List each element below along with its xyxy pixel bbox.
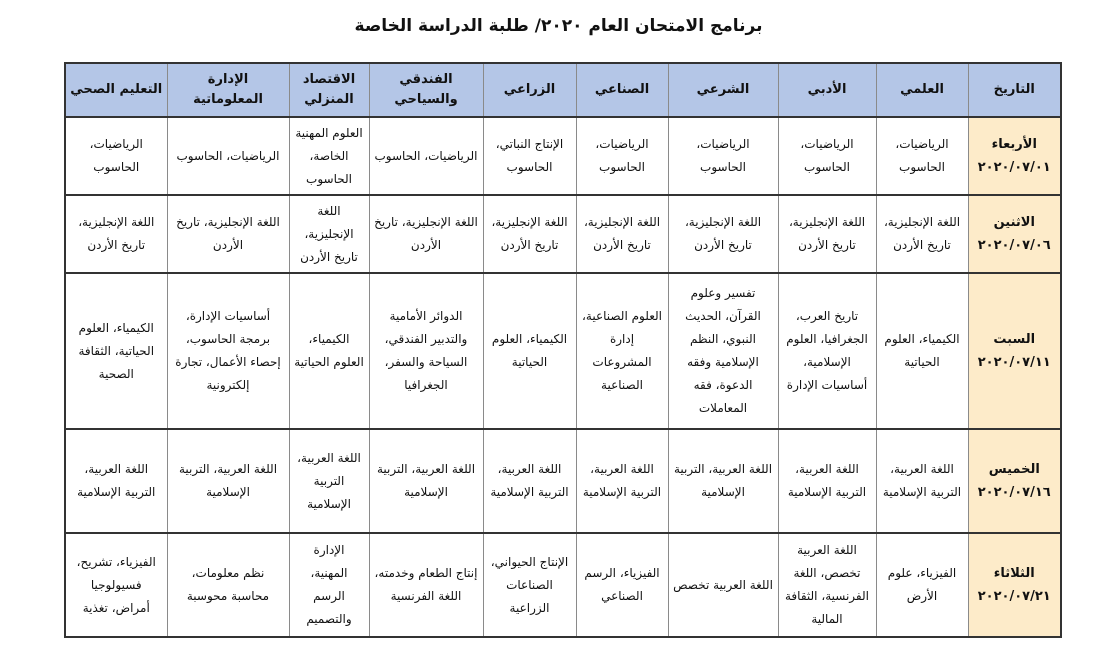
- subject-cell: الفيزياء، الرسم الصناعي: [576, 533, 668, 637]
- subject-cell: اللغة العربية، التربية الإسلامية: [668, 429, 778, 533]
- subject-cell: اللغة العربية، التربية الإسلامية: [576, 429, 668, 533]
- date-cell: [968, 429, 1061, 533]
- subject-cell: الإنتاج النباتي، الحاسوب: [483, 117, 576, 195]
- day-name: الأربعاء: [991, 137, 1037, 152]
- subject-cell: إنتاج الطعام وخدمته، اللغة الفرنسية: [369, 533, 483, 637]
- header-industrial: الصناعي: [576, 63, 668, 117]
- subject-cell: الكيمياء، العلوم الحياتية، الثقافة الصحية: [65, 273, 167, 429]
- subject-cell: تاريخ العرب، الجغرافيا، العلوم الإسلامية، أساسيات الإدارة: [778, 273, 876, 429]
- table-row: [65, 429, 1061, 533]
- table-row: [65, 195, 1061, 273]
- day-name: الثلاثاء: [993, 566, 1035, 581]
- header-scientific: العلمي: [876, 63, 968, 117]
- subject-cell: اللغة الإنجليزية، تاريخ الأردن: [778, 195, 876, 273]
- subject-cell: الرياضيات، الحاسوب: [576, 117, 668, 195]
- subject-cell: اللغة الإنجليزية، تاريخ الأردن: [369, 195, 483, 273]
- subject-cell: اللغة العربية تخصص: [668, 533, 778, 637]
- subject-cell: اللغة العربية، التربية الإسلامية: [876, 429, 968, 533]
- header-agricultural: الزراعي: [483, 63, 576, 117]
- header-row: [65, 63, 1061, 117]
- exam-date: ٢٠٢٠/٠٧/٢١: [977, 589, 1051, 604]
- subject-cell: اللغة العربية، التربية الإسلامية: [65, 429, 167, 533]
- subject-cell: تفسير وعلوم القرآن، الحديث النبوي، النظم الإسلامية وفقه الدعوة، فقه المعاملات: [668, 273, 778, 429]
- subject-cell: الكيمياء، العلوم الحياتية: [289, 273, 369, 429]
- subject-cell: الفيزياء، تشريح، فسيولوجيا أمراض، تغذية: [65, 533, 167, 637]
- subject-cell: الرياضيات، الحاسوب: [369, 117, 483, 195]
- subject-cell: اللغة العربية، التربية الإسلامية: [289, 429, 369, 533]
- subject-cell: الكيمياء، العلوم الحياتية: [876, 273, 968, 429]
- subject-cell: العلوم المهنية الخاصة، الحاسوب: [289, 117, 369, 195]
- day-name: الخميس: [988, 462, 1040, 477]
- header-sharia: الشرعي: [668, 63, 778, 117]
- subject-cell: الدوائر الأمامية والتدبير الفندقي، السياحة والسفر، الجغرافيا: [369, 273, 483, 429]
- subject-cell: اللغة الإنجليزية، تاريخ الأردن: [483, 195, 576, 273]
- subject-cell: اللغة الإنجليزية، تاريخ الأردن: [289, 195, 369, 273]
- subject-cell: الإنتاج الحيواني، الصناعات الزراعية: [483, 533, 576, 637]
- subject-cell: اللغة الإنجليزية، تاريخ الأردن: [668, 195, 778, 273]
- exam-date: ٢٠٢٠/٠٧/٠١: [977, 160, 1051, 175]
- date-cell: [968, 117, 1061, 195]
- subject-cell: العلوم الصناعية، إدارة المشروعات الصناعية: [576, 273, 668, 429]
- subject-cell: اللغة العربية، التربية الإسلامية: [778, 429, 876, 533]
- header-health-education: التعليم الصحي: [65, 63, 167, 117]
- subject-cell: أساسيات الإدارة، برمجة الحاسوب، إحصاء الأعمال، تجارة إلكترونية: [167, 273, 289, 429]
- day-name: السبت: [993, 332, 1036, 347]
- table-row: [65, 533, 1061, 637]
- header-home-economics: الاقتصاد المنزلي: [289, 63, 369, 117]
- subject-cell: الرياضيات، الحاسوب: [668, 117, 778, 195]
- header-literary: الأدبي: [778, 63, 876, 117]
- subject-cell: اللغة الإنجليزية، تاريخ الأردن: [167, 195, 289, 273]
- subject-cell: اللغة العربية، التربية الإسلامية: [167, 429, 289, 533]
- subject-cell: اللغة العربية، التربية الإسلامية: [483, 429, 576, 533]
- table-row: [65, 273, 1061, 429]
- subject-cell: الفيزياء، علوم الأرض: [876, 533, 968, 637]
- header-date: التاريخ: [968, 63, 1061, 117]
- exam-date: ٢٠٢٠/٠٧/٠٦: [977, 238, 1051, 253]
- exam-date: ٢٠٢٠/٠٧/١١: [977, 355, 1051, 370]
- day-name: الاثنين: [993, 215, 1035, 230]
- header-hotel-tourism: الفندقي والسياحي: [369, 63, 483, 117]
- exam-schedule-table: [64, 62, 1062, 638]
- date-cell: [968, 195, 1061, 273]
- subject-cell: الرياضيات، الحاسوب: [65, 117, 167, 195]
- date-cell: [968, 273, 1061, 429]
- header-information-management: الإدارة المعلوماتية: [167, 63, 289, 117]
- subject-cell: اللغة الإنجليزية، تاريخ الأردن: [876, 195, 968, 273]
- subject-cell: الرياضيات، الحاسوب: [167, 117, 289, 195]
- subject-cell: الكيمياء، العلوم الحياتية: [483, 273, 576, 429]
- subject-cell: الرياضيات، الحاسوب: [778, 117, 876, 195]
- subject-cell: اللغة العربية، التربية الإسلامية: [369, 429, 483, 533]
- subject-cell: اللغة العربية تخصص، اللغة الفرنسية، الثقافة المالية: [778, 533, 876, 637]
- subject-cell: اللغة الإنجليزية، تاريخ الأردن: [65, 195, 167, 273]
- exam-date: ٢٠٢٠/٠٧/١٦: [977, 485, 1051, 500]
- subject-cell: نظم معلومات، محاسبة محوسبة: [167, 533, 289, 637]
- subject-cell: اللغة الإنجليزية، تاريخ الأردن: [576, 195, 668, 273]
- subject-cell: الإدارة المهنية، الرسم والتصميم: [289, 533, 369, 637]
- page-title: برنامج الامتحان العام ٢٠٢٠/ طلبة الدراسة الخاصة: [354, 16, 763, 36]
- date-cell: [968, 533, 1061, 637]
- subject-cell: الرياضيات، الحاسوب: [876, 117, 968, 195]
- table-row: [65, 117, 1061, 195]
